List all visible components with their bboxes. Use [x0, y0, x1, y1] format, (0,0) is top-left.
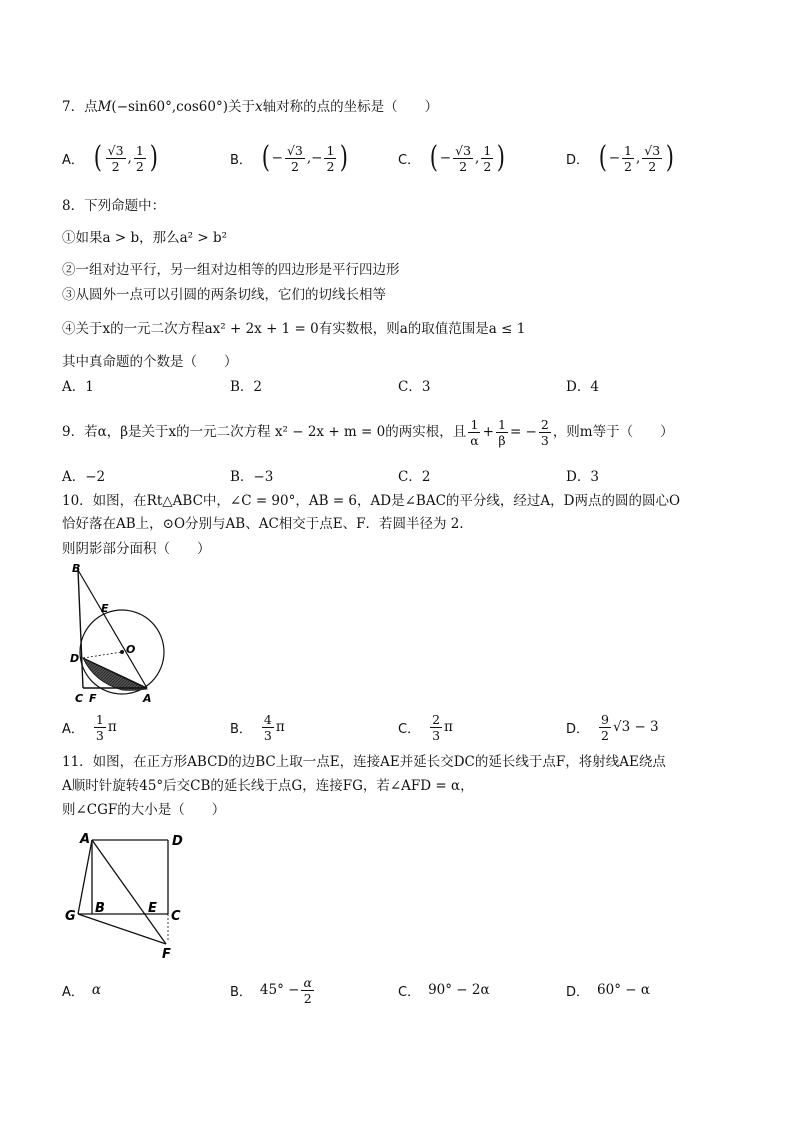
q8-stem: 8．下列命题中： — [62, 198, 166, 214]
q10-line-3: 则阴影部分面积（ ） — [62, 541, 211, 557]
q8-item-4: ④关于x的一元二次方程ax² + 2x + 1 = 0有实数根，则a的取值范围是a ≤ 1 — [62, 321, 526, 337]
q8-item-1: ①如果a > b，那么a² > b² — [62, 230, 227, 246]
q7-options — [62, 138, 742, 178]
label-b: B — [95, 901, 105, 916]
q7-option-c[interactable]: C． ( − $\frac{√3}{2}$ , $\frac{1}{2}$ ) — [398, 140, 506, 175]
q11-line-3: 则∠CGF的大小是（ ） — [62, 802, 226, 818]
q10-option-a[interactable]: A． $\frac{1}{3}$ π — [62, 711, 117, 743]
q8-question: 其中真命题的个数是（ ） — [62, 354, 238, 370]
q11-option-b[interactable]: B． 45° − $\frac{\alpha}{2}$ — [230, 974, 312, 1006]
q10-option-d[interactable]: D． $\frac{9}{2}$ √3 − 3 — [566, 711, 659, 743]
q8-option-c[interactable]: C．3 — [398, 379, 431, 395]
q8-option-a[interactable]: A．1 — [62, 379, 94, 395]
label-e: E — [148, 901, 157, 916]
label-g: G — [65, 909, 76, 924]
label-c: C — [75, 692, 84, 705]
q11-line-2: A顺时针旋转45°后交CB的延长线于点G，连接FG，若∠AFD = α， — [62, 778, 474, 794]
label-b: B — [72, 562, 81, 575]
label-a: A — [80, 832, 91, 847]
q9-stem: 9．若α，β是关于x的一元二次方程 x² − 2x + m = 0的两实根，且 $\frac{1}{\alpha}$ + $\frac{1}{\beta}$ = − $\frac{2}{3}$ ，则m等于（ ） — [62, 416, 674, 448]
center-o-dot — [120, 650, 124, 654]
q10-line-1: 10．如图，在Rt△ABC中，∠C = 90°，AB = 6，AD是∠BAC的平分线，经过A，D两点的圆的圆心O — [62, 493, 681, 509]
q10-option-b[interactable]: B． $\frac{4}{3}$ π — [230, 711, 285, 743]
q9-option-c[interactable]: C．2 — [398, 469, 431, 485]
label-c: C — [171, 909, 181, 924]
q7-option-a[interactable]: A． ( $\frac{√3}{2}$ , $\frac{1}{2}$ ) — [62, 140, 158, 175]
segment-af — [92, 840, 166, 944]
segment-ag — [78, 840, 92, 914]
q9-option-d[interactable]: D．3 — [566, 469, 599, 485]
q8-item-3: ③从圆外一点可以引圆的两条切线，它们的切线长相等 — [62, 287, 386, 303]
segment-gf — [78, 914, 166, 944]
segment-bc — [78, 570, 83, 688]
q7-stem: 7．点M(−sin60°,cos60°)关于x轴对称的点的坐标是（ ） — [62, 99, 439, 115]
label-d: D — [70, 652, 80, 665]
q11-figure — [62, 828, 192, 963]
label-d: D — [172, 834, 183, 849]
q9-options — [62, 460, 742, 490]
q11-option-c[interactable]: C． 90° − 2α — [398, 982, 490, 1000]
label-e: E — [101, 602, 109, 615]
label-f: F — [89, 692, 97, 705]
label-o: O — [126, 643, 136, 656]
q10-figure — [64, 560, 174, 710]
q10-option-c[interactable]: C． $\frac{2}{3}$ π — [398, 711, 453, 743]
q11-option-a[interactable]: A． α — [62, 982, 102, 1000]
q7-option-d[interactable]: D． ( − $\frac{1}{2}$ , $\frac{√3}{2}$ ) — [566, 140, 675, 175]
q10-options — [62, 707, 742, 747]
label-f: F — [162, 947, 171, 962]
q11-option-d[interactable]: D． 60° − α — [566, 982, 650, 1000]
label-a: A — [143, 692, 152, 705]
segment-ab — [78, 570, 147, 688]
segment-do — [83, 652, 122, 658]
q8-options — [62, 370, 742, 400]
q11-line-1: 11．如图，在正方形ABCD的边BC上取一点E，连接AE并延长交DC的延长线于点F，将射线AE绕点 — [62, 754, 666, 770]
q11-options — [62, 970, 742, 1010]
q10-line-2: 恰好落在AB上，⊙O分别与AB、AC相交于点E、F．若圆半径为 2． — [62, 516, 473, 532]
q8-item-2: ②一组对边平行，另一组对边相等的四边形是平行四边形 — [62, 262, 400, 278]
q9-option-a[interactable]: A．−2 — [62, 469, 106, 485]
q8-option-d[interactable]: D．4 — [566, 379, 599, 395]
q7-option-b[interactable]: B． ( − $\frac{√3}{2}$ , − $\frac{1}{2}$ ) — [230, 140, 349, 175]
q8-option-b[interactable]: B．2 — [230, 379, 263, 395]
q9-option-b[interactable]: B．−3 — [230, 469, 274, 485]
